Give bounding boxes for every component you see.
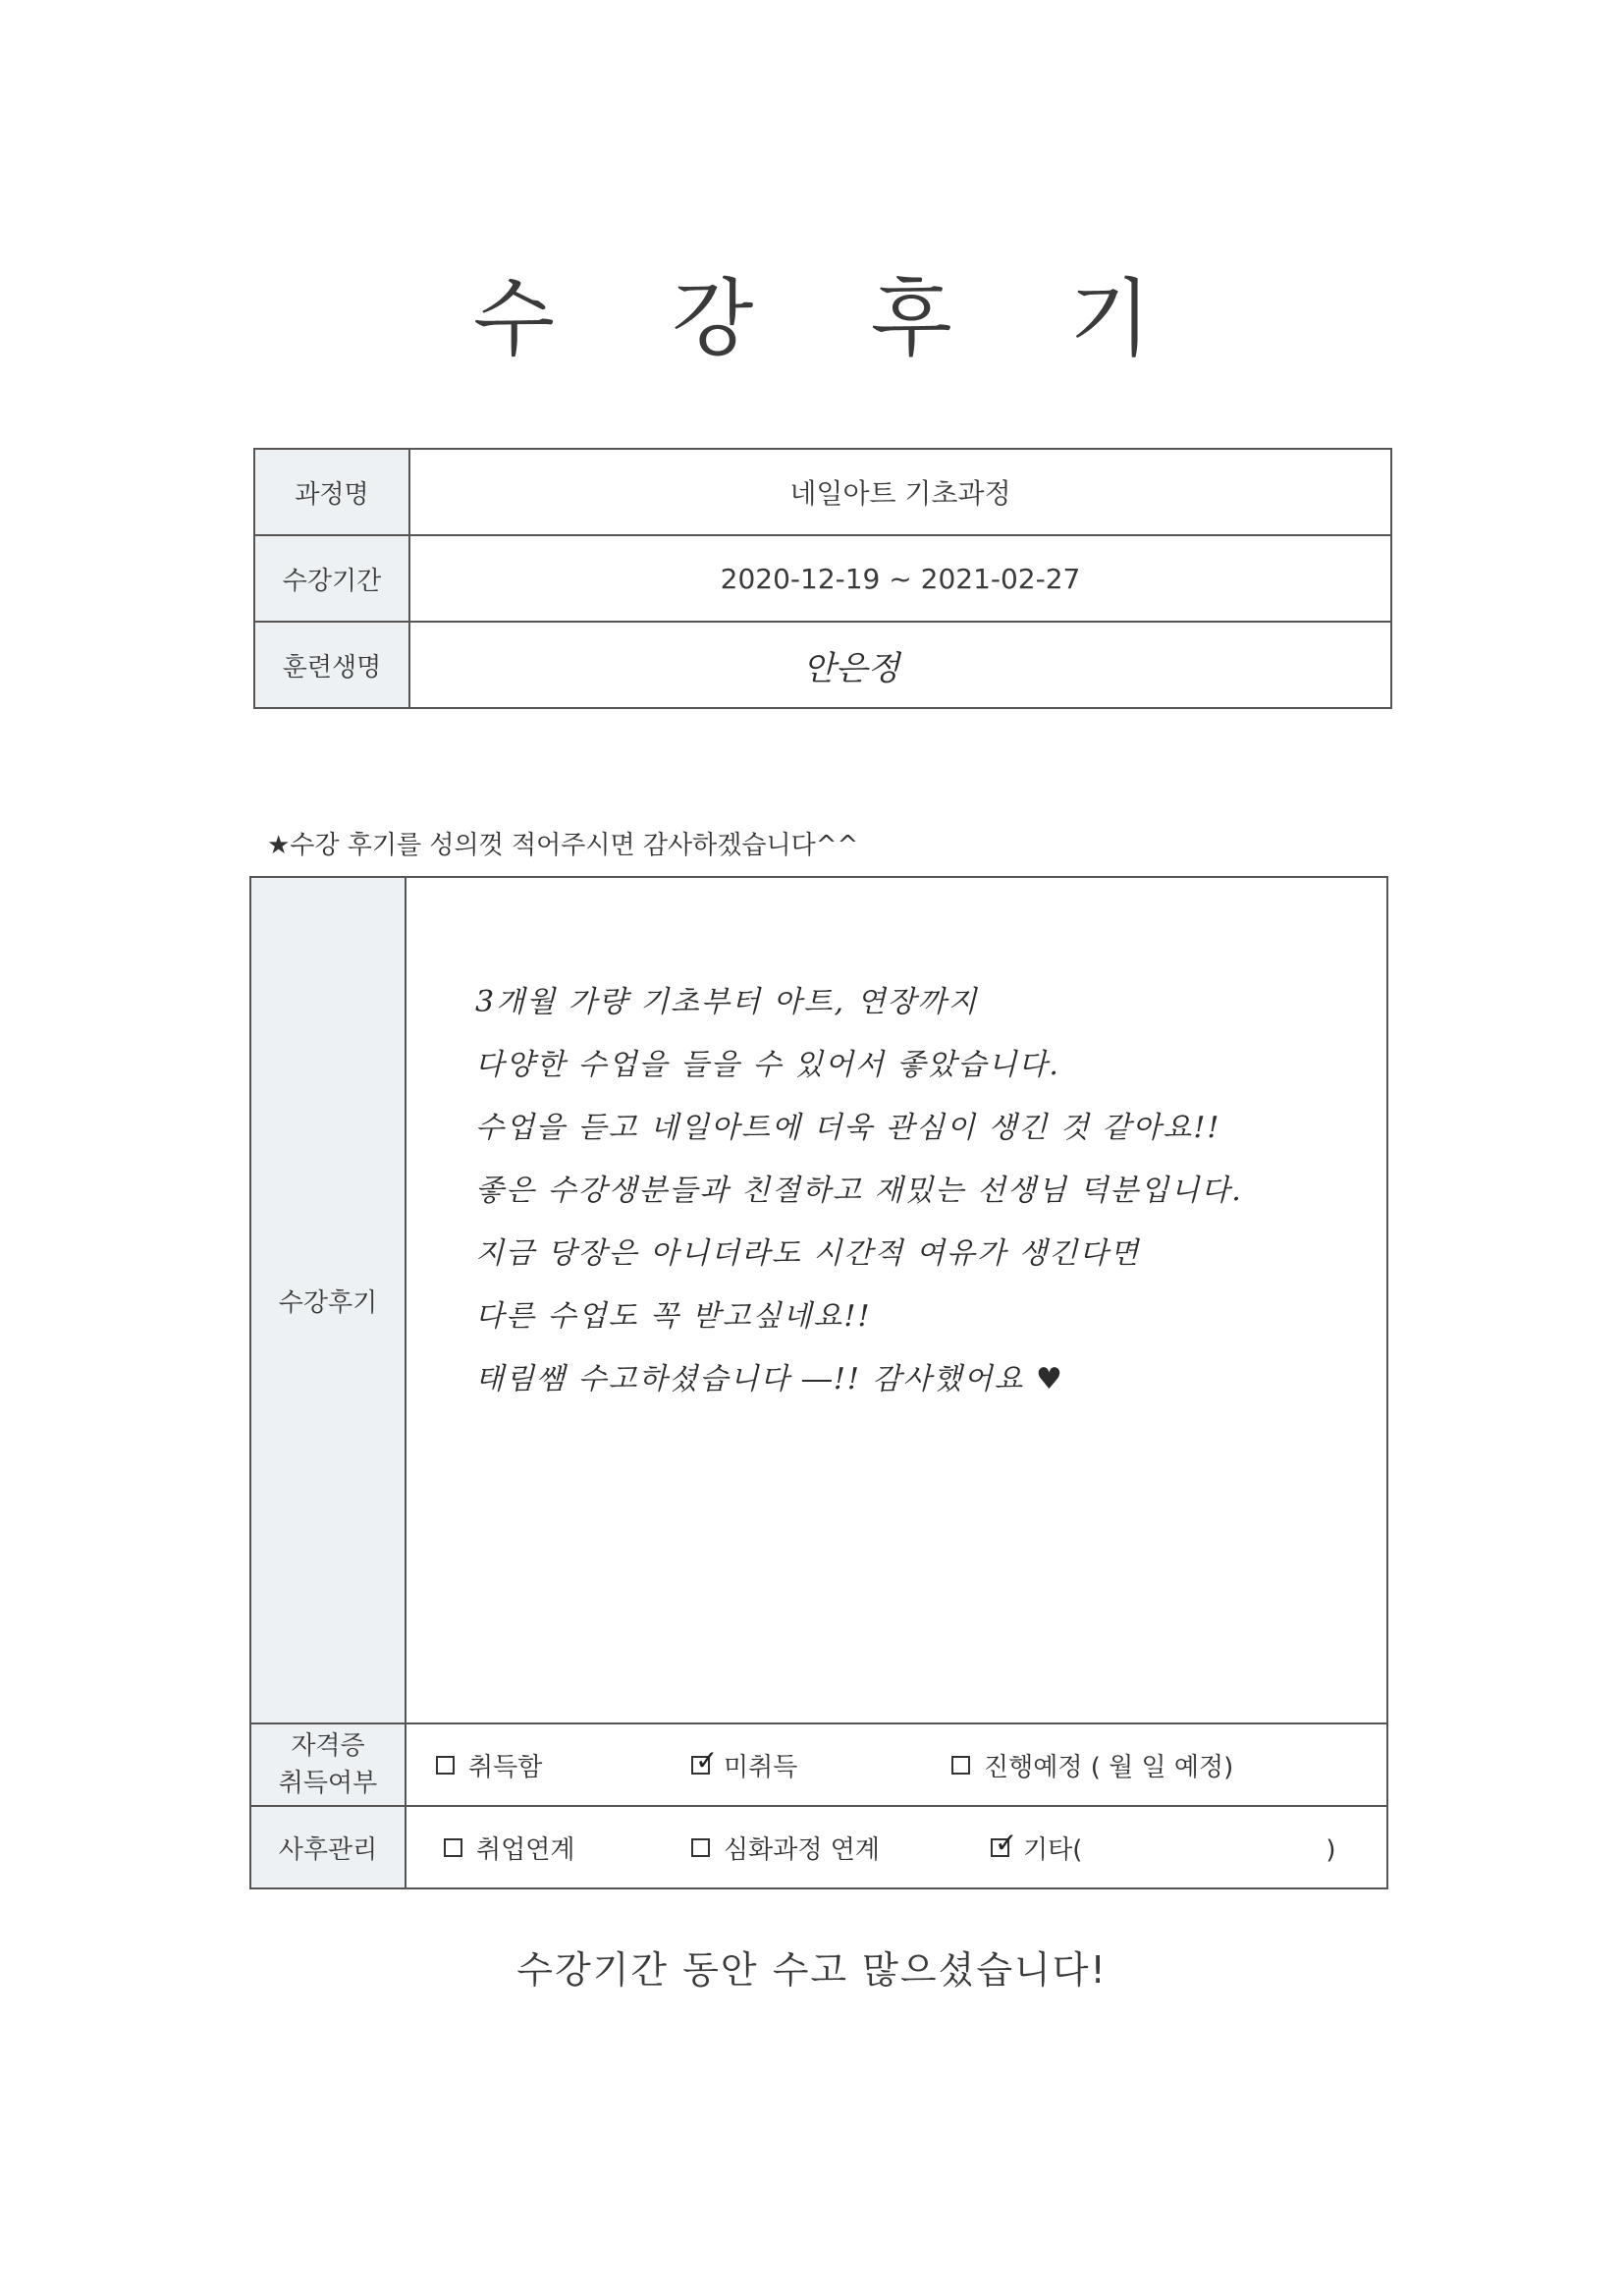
course-value: 네일아트 기초과정 <box>409 449 1391 535</box>
review-line: 좋은 수강생분들과 친절하고 재밌는 선생님 덕분입니다. <box>475 1174 1243 1208</box>
period-value: 2020-12-19 ~ 2021-02-27 <box>409 535 1391 622</box>
certificate-option-in-progress[interactable] <box>951 1747 1233 1783</box>
aftercare-row <box>250 1806 1387 1888</box>
course-label: 과정명 <box>254 449 409 535</box>
aftercare-label: 사후관리 <box>250 1806 406 1888</box>
review-line: 지금 당장은 아니더라도 시간적 여유가 생긴다면 <box>475 1236 1141 1271</box>
aftercare-option-other[interactable] <box>991 1826 1336 1866</box>
trainee-row <box>254 622 1391 708</box>
option-label: 기타( ) <box>1023 1834 1336 1865</box>
check-mark-icon: ✓ <box>695 1743 719 1777</box>
trainee-label: 훈련생명 <box>254 622 409 708</box>
checkbox[interactable] <box>691 1838 710 1857</box>
review-row <box>250 877 1387 1723</box>
option-label: 심화과정 연계 <box>724 1834 880 1865</box>
checkbox[interactable] <box>444 1838 462 1857</box>
aftercare-option-advanced-course[interactable] <box>691 1830 880 1866</box>
aftercare-option-employment[interactable] <box>444 1830 574 1866</box>
checkbox-checked[interactable] <box>691 1743 719 1777</box>
check-mark-icon: ✓ <box>995 1826 1018 1859</box>
trainee-name-handwritten: 안은정 <box>802 648 900 688</box>
period-label: 수강기간 <box>254 535 409 622</box>
period-row <box>254 535 1391 622</box>
option-label: 미취득 <box>724 1752 798 1782</box>
review-line: 수업을 듣고 네일아트에 더욱 관심이 생긴 것 같아요!! <box>475 1111 1221 1145</box>
certificate-options <box>406 1723 1387 1806</box>
review-line: 다른 수업도 꼭 받고싶네요!! <box>475 1299 872 1334</box>
certificate-label-line2: 취득여부 <box>278 1769 378 1798</box>
review-table <box>249 876 1388 1889</box>
review-content <box>406 877 1387 1723</box>
checkbox[interactable] <box>436 1756 455 1775</box>
certificate-option-acquired[interactable] <box>436 1747 542 1783</box>
closing-message: 수강기간 동안 수고 많으셨습니다! <box>516 1948 1108 1992</box>
aftercare-options <box>406 1806 1387 1888</box>
review-line: 다양한 수업을 들을 수 있어서 좋았습니다. <box>475 1048 1060 1082</box>
notice-text: ★수강 후기를 성의껏 적어주시면 감사하겠습니다^^ <box>267 831 859 860</box>
review-handwritten-text <box>406 878 1386 1411</box>
certificate-option-not-acquired[interactable] <box>691 1743 798 1783</box>
option-label: 취업연계 <box>476 1834 575 1865</box>
certificate-label-line1: 자격증 <box>291 1731 365 1761</box>
option-label: 진행예정 ( 월 일 예정) <box>984 1752 1234 1782</box>
certificate-row <box>250 1723 1387 1806</box>
checkbox[interactable] <box>951 1756 970 1775</box>
option-label: 취득함 <box>468 1752 543 1782</box>
course-row <box>254 449 1391 535</box>
checkbox-checked[interactable] <box>991 1826 1018 1859</box>
trainee-cell <box>409 622 1391 708</box>
course-info-table <box>253 448 1392 709</box>
page-title: 수 강 후 기 <box>472 270 1197 368</box>
review-line: 3개월 가량 기초부터 아트, 연장까지 <box>475 985 979 1019</box>
certificate-label <box>250 1723 406 1806</box>
review-line: 태림쌤 수고하셨습니다 ―!! 감사했어요 ♥ <box>475 1362 1064 1396</box>
review-label: 수강후기 <box>250 877 406 1723</box>
